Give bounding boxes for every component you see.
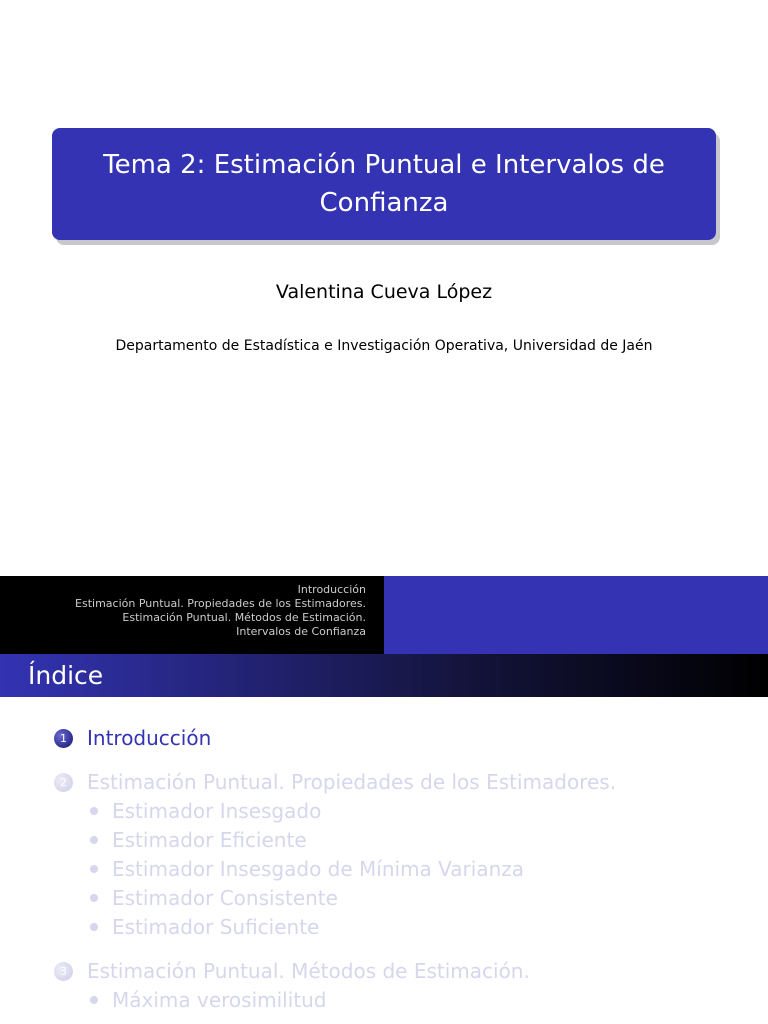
toc-subsection-label: Estimador Insesgado xyxy=(112,799,322,823)
toc-subsection-label: Estimador Eficiente xyxy=(112,828,307,852)
author-name: Valentina Cueva López xyxy=(275,281,493,303)
bullet-icon xyxy=(90,865,98,873)
headline-bar xyxy=(0,576,768,654)
bullet-icon xyxy=(90,894,98,902)
toc-subsection[interactable] xyxy=(90,886,338,910)
bullet-icon xyxy=(90,996,98,1004)
section-navigation xyxy=(0,576,384,654)
section-nav-list xyxy=(75,583,366,639)
nav-section-metodos[interactable]: Estimación Puntual. Métodos de Estimación. xyxy=(122,611,366,624)
institute-name: Departamento de Estadística e Investigación Operativa, Universidad de Jaén xyxy=(115,338,653,354)
bullet-icon xyxy=(90,807,98,815)
nav-section-intervalos[interactable]: Intervalos de Confianza xyxy=(236,625,366,638)
toc-section-label: Estimación Puntual. Métodos de Estimación. xyxy=(87,959,530,983)
toc-subsection[interactable] xyxy=(90,915,319,939)
toc-subsection[interactable] xyxy=(90,828,307,852)
section-number-ball: 1 xyxy=(54,729,73,748)
toc-subsection[interactable] xyxy=(90,988,327,1012)
frame-title-bar xyxy=(0,654,768,697)
toc-subsection-label: Estimador Suficiente xyxy=(112,915,320,939)
section-number-ball: 3 xyxy=(54,962,73,981)
presentation-title: Tema 2: Estimación Puntual e Intervalos de Confianza xyxy=(103,150,665,218)
toc-section-1[interactable] xyxy=(54,726,211,750)
index-slide xyxy=(0,576,768,1024)
toc-subsection[interactable] xyxy=(90,799,321,823)
toc-subsection[interactable] xyxy=(90,857,524,881)
toc-section-label: Estimación Puntual. Propiedades de los Estimadores. xyxy=(87,770,617,794)
headline-right-panel xyxy=(384,576,768,654)
nav-section-introduccion[interactable]: Introducción xyxy=(297,583,366,596)
bullet-icon xyxy=(90,836,98,844)
frame-title: Índice xyxy=(28,661,104,690)
toc-section-label: Introducción xyxy=(87,726,212,750)
bullet-icon xyxy=(90,923,98,931)
toc-subsection-label: Estimador Insesgado de Mínima Varianza xyxy=(112,857,525,881)
section-number-ball: 2 xyxy=(54,773,73,792)
nav-section-propiedades[interactable]: Estimación Puntual. Propiedades de los Estimadores. xyxy=(75,597,366,610)
toc-subsection-label: Máxima verosimilitud xyxy=(112,988,327,1012)
toc-section-3[interactable] xyxy=(54,959,530,983)
toc-subsection-label: Estimador Consistente xyxy=(112,886,338,910)
title-box xyxy=(52,128,716,240)
toc-section-2[interactable] xyxy=(54,770,616,794)
